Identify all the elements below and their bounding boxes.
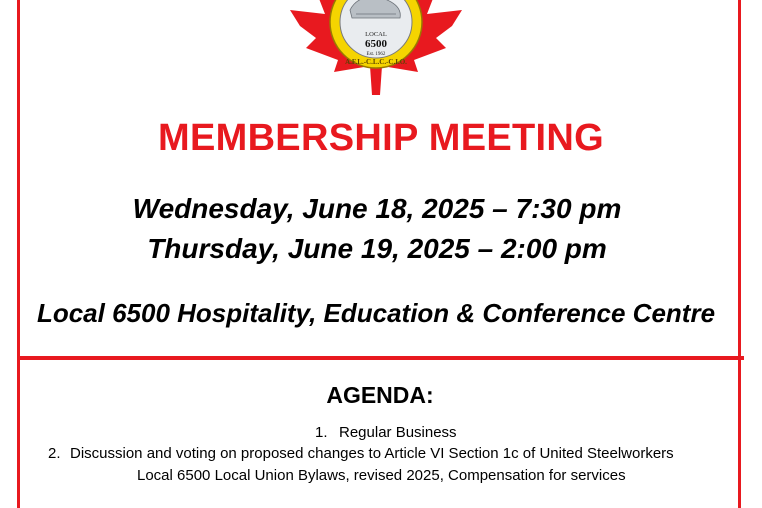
logo-local-label: LOCAL (365, 31, 387, 38)
agenda-item (48, 444, 674, 464)
agenda-item-number: 1. (315, 424, 328, 441)
logo-local-number: 6500 (365, 38, 387, 50)
agenda-item-text: Discussion and voting on proposed changes to Article VI Section 1c of United Steelworkers (70, 445, 674, 462)
meeting-date-1: Wednesday, June 18, 2025 – 7:30 pm (132, 193, 622, 224)
meeting-date-2: Thursday, June 19, 2025 – 2:00 pm (147, 233, 607, 264)
agenda-item-number: 2. (48, 445, 61, 462)
section-divider (17, 356, 744, 360)
union-logo (286, 0, 466, 95)
logo-established: Est. 1962 (366, 52, 386, 57)
agenda-item-continuation: Local 6500 Local Union Bylaws, revised 2025, Compensation for services (137, 467, 626, 484)
agenda-item (315, 423, 457, 443)
agenda-item-text: Regular Business (339, 424, 457, 441)
meeting-location: Local 6500 Hospitality, Education & Conference Centre (36, 298, 716, 328)
meeting-title: MEMBERSHIP MEETING (158, 117, 604, 159)
logo-affiliation: A.F.L.-C.L.C.-C.I.O. (345, 58, 407, 66)
agenda-heading: AGENDA: (326, 382, 434, 408)
